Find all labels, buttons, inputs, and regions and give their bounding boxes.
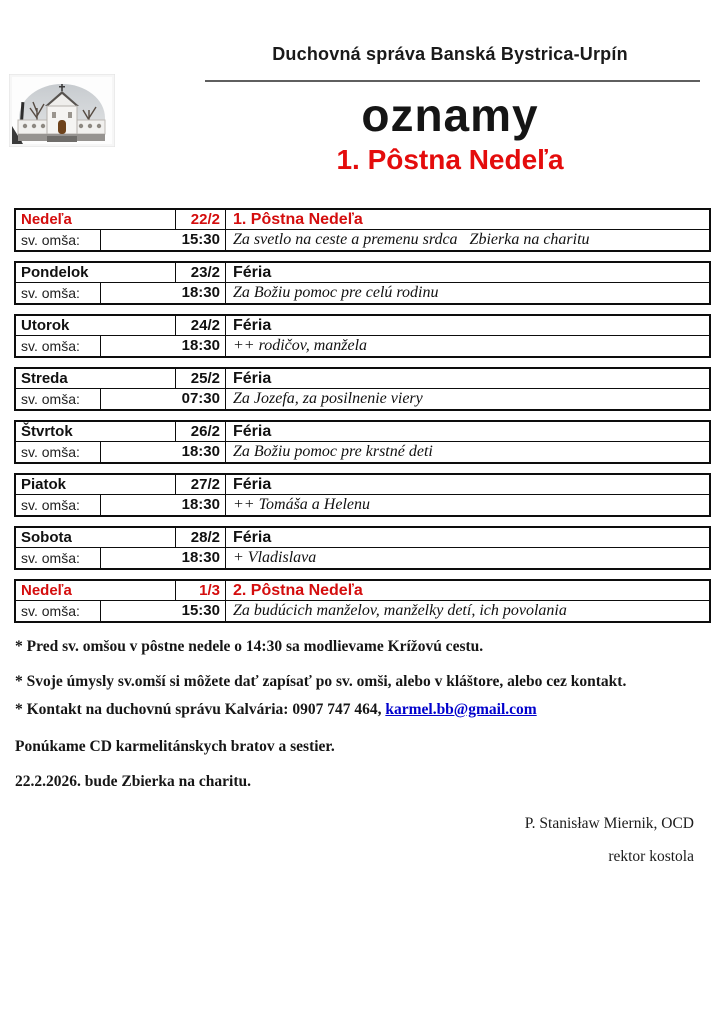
signature-role: rektor kostola: [608, 848, 694, 865]
mass-label: sv. omša:: [16, 283, 101, 303]
mass-intention: ++ Tomáša a Helenu: [233, 496, 371, 513]
note-contact-text: * Kontakt na duchovnú správu Kalvária: 0907 747 464,: [15, 701, 386, 718]
schedule-day-block: [14, 579, 711, 623]
day-name: Streda: [16, 369, 176, 389]
schedule: [14, 208, 711, 632]
mass-time: 15:30: [101, 601, 226, 621]
mass-intention: ++ rodičov, manžela: [233, 337, 368, 354]
day-date: 1/3: [176, 581, 226, 601]
mass-time: 18:30: [101, 283, 226, 303]
day-date: 27/2: [176, 475, 226, 495]
note-mass-intentions: * Svoje úmysly sv.omší si môžete dať zapísať po sv. omši, alebo v kláštore, alebo cez kontakt.: [15, 673, 627, 690]
day-name: Nedeľa: [16, 581, 176, 601]
org-title: Duchovná správa Banská Bystrica-Urpín: [272, 44, 628, 64]
day-feast-title: Féria: [226, 316, 709, 336]
day-date: 24/2: [176, 316, 226, 336]
day-date: 25/2: [176, 369, 226, 389]
mass-time: 18:30: [101, 336, 226, 356]
note-charity-collection: 22.2.2026. bude Zbierka na charitu.: [15, 773, 251, 790]
header-divider: [205, 80, 700, 82]
mass-intention: + Vladislava: [233, 549, 317, 566]
day-name: Nedeľa: [16, 210, 176, 230]
church-icon: [9, 74, 115, 147]
signature-name: P. Stanisław Miernik, OCD: [524, 815, 694, 832]
mass-label: sv. omša:: [16, 230, 101, 250]
day-name: Pondelok: [16, 263, 176, 283]
day-feast-title: Féria: [226, 263, 709, 283]
day-feast-title: Féria: [226, 369, 709, 389]
mass-time: 15:30: [101, 230, 226, 250]
mass-label: sv. omša:: [16, 336, 101, 356]
signature-block: [525, 815, 694, 866]
mass-intention: Za Božiu pomoc pre krstné deti: [233, 443, 433, 460]
schedule-day-block: [14, 420, 711, 464]
mass-intention: Za Božiu pomoc pre celú rodinu: [233, 284, 439, 301]
day-date: 23/2: [176, 263, 226, 283]
mass-label: sv. omša:: [16, 601, 101, 621]
day-name: Piatok: [16, 475, 176, 495]
day-feast-title: Féria: [226, 528, 709, 548]
schedule-day-block: [14, 314, 711, 358]
day-date: 22/2: [176, 210, 226, 230]
note-cd-offer: Ponúkame CD karmelitánskych bratov a sestier.: [15, 738, 335, 755]
mass-label: sv. omša:: [16, 495, 101, 515]
day-date: 28/2: [176, 528, 226, 548]
mass-intention: Za Jozefa, za posilnenie viery: [233, 390, 423, 407]
day-feast-title: Féria: [226, 475, 709, 495]
day-feast-title: Féria: [226, 422, 709, 442]
mass-intention: Za budúcich manželov, manželky detí, ich povolania: [233, 602, 567, 619]
notes-section: [15, 638, 712, 791]
mass-label: sv. omša:: [16, 389, 101, 409]
schedule-day-block: [14, 261, 711, 305]
schedule-day-block: [14, 367, 711, 411]
day-name: Sobota: [16, 528, 176, 548]
page-title: oznamy: [361, 89, 539, 141]
mass-time: 18:30: [101, 442, 226, 462]
day-name: Utorok: [16, 316, 176, 336]
schedule-day-block: [14, 208, 711, 252]
mass-label: sv. omša:: [16, 442, 101, 462]
mass-intention: Za svetlo na ceste a premenu srdca Zbierka na charitu: [233, 231, 590, 248]
day-feast-title: 1. Pôstna Nedeľa: [226, 210, 709, 230]
mass-label: sv. omša:: [16, 548, 101, 568]
schedule-day-block: [14, 473, 711, 517]
page-subtitle: 1. Pôstna Nedeľa: [336, 144, 564, 175]
mass-time: 18:30: [101, 495, 226, 515]
note-stations-of-cross: * Pred sv. omšou v pôstne nedele o 14:30 sa modlievame Krížovú cestu.: [15, 638, 484, 655]
mass-time: 18:30: [101, 548, 226, 568]
day-feast-title: 2. Pôstna Nedeľa: [226, 581, 709, 601]
note-contact: [15, 701, 712, 719]
mass-time: 07:30: [101, 389, 226, 409]
day-date: 26/2: [176, 422, 226, 442]
day-name: Štvrtok: [16, 422, 176, 442]
church-photo-image: [9, 74, 115, 147]
schedule-day-block: [14, 526, 711, 570]
email-link[interactable]: karmel.bb@gmail.com: [385, 701, 537, 718]
